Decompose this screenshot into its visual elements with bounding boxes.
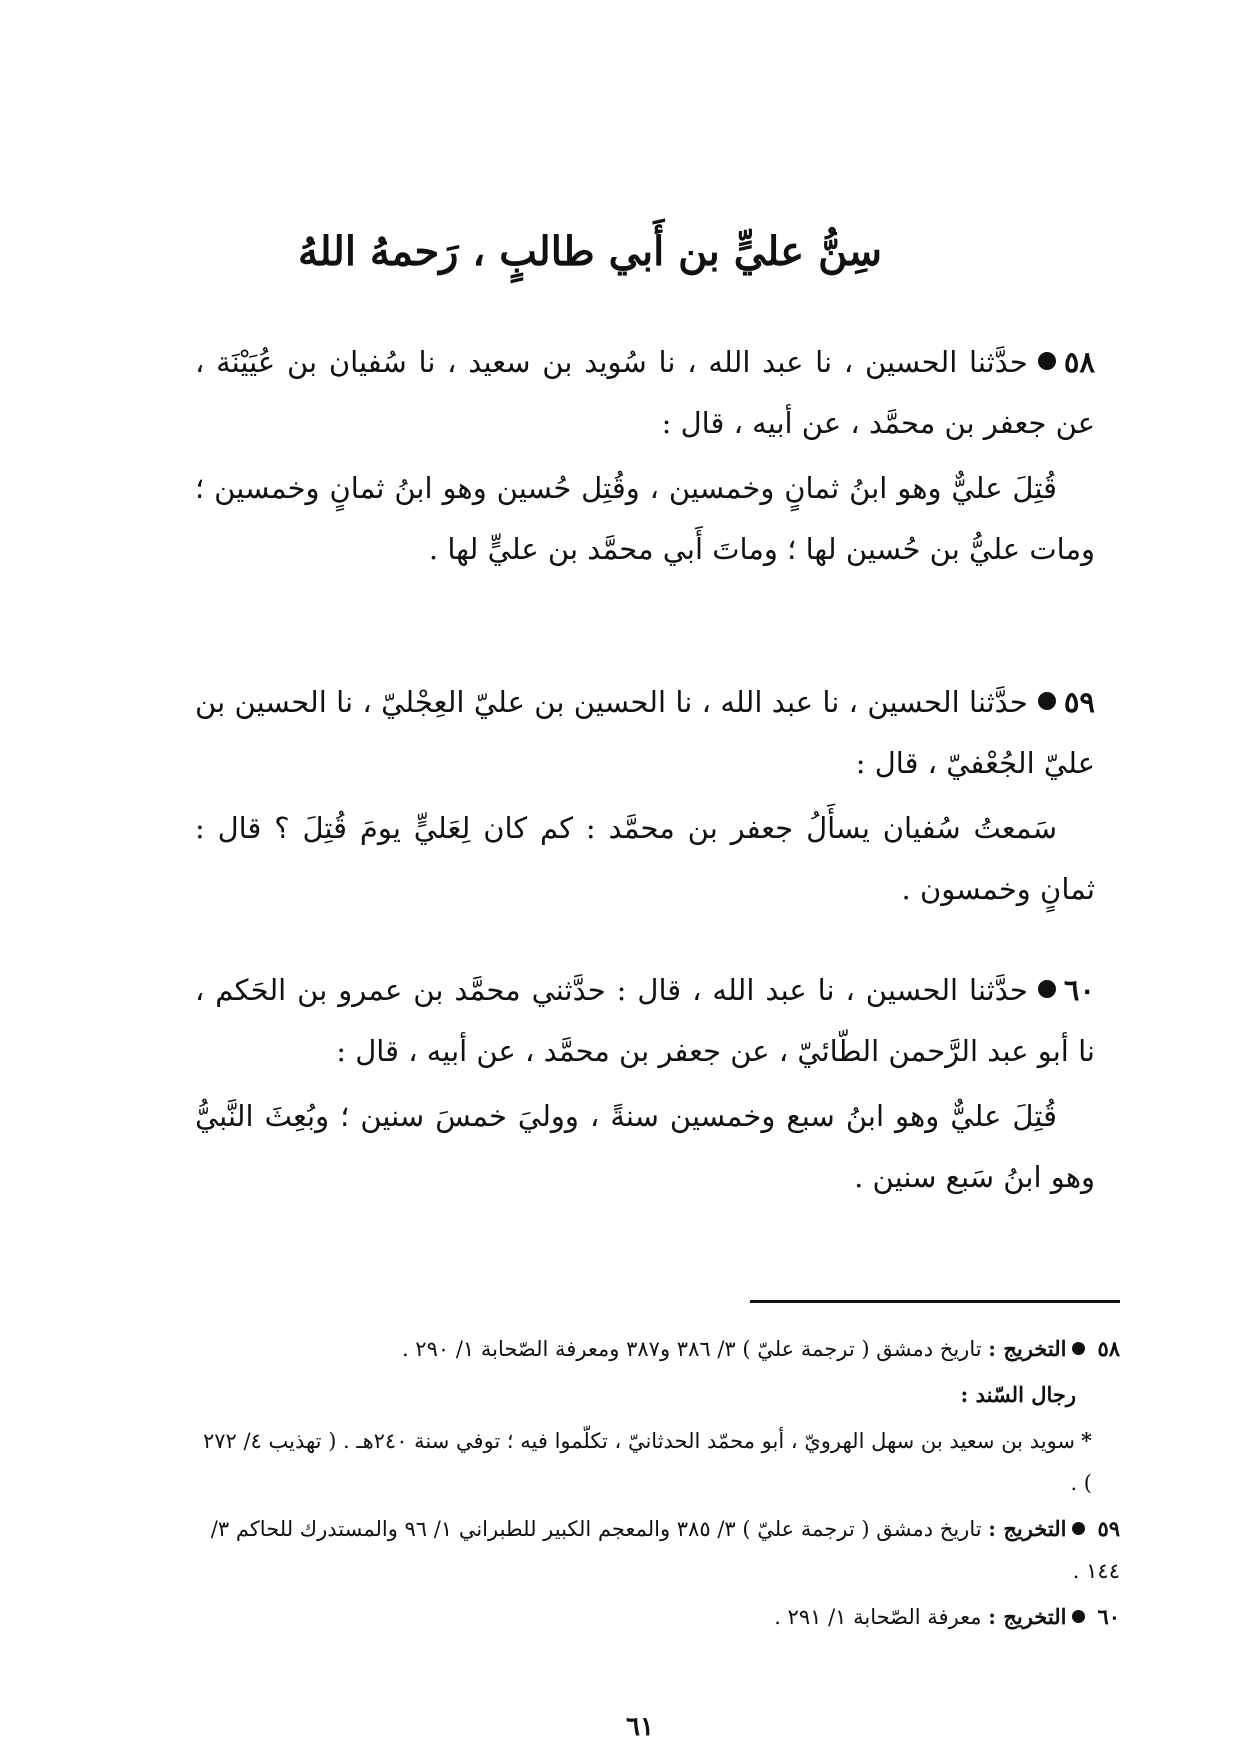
footnotes bbox=[200, 1328, 1120, 1642]
footnote-label: التخريج : bbox=[988, 1516, 1067, 1541]
hadith-number: ٥٩ bbox=[1063, 685, 1095, 719]
asterisk-icon: * bbox=[1081, 1428, 1092, 1453]
isnad-text: حدَّثنا الحسين ، نا عبد الله ، نا الحسين بن عليّ العِجْليّ ، نا الحسين بن عليّ الجُعْفيّ ، قال : bbox=[195, 685, 1095, 780]
hadith-isnad bbox=[195, 332, 1095, 454]
bullet-icon bbox=[1072, 1342, 1085, 1355]
footnote-60 bbox=[200, 1596, 1120, 1638]
bullet-icon bbox=[1038, 352, 1056, 370]
footnote-58 bbox=[200, 1328, 1120, 1370]
bullet-icon bbox=[1072, 1610, 1085, 1623]
hadith-isnad bbox=[195, 672, 1095, 794]
footnote-number: ٥٩ bbox=[1097, 1516, 1120, 1541]
hadith-matn: سَمعتُ سُفيان يسأَلُ جعفر بن محمَّد : كم كان لِعَليٍّ يومَ قُتِلَ ؟ قال : ثمانٍ وخمسون . bbox=[195, 811, 1095, 906]
hadith-isnad bbox=[195, 960, 1095, 1082]
rijal-heading: رجال السّند : bbox=[960, 1382, 1076, 1407]
footnote-label: التخريج : bbox=[988, 1604, 1067, 1629]
isnad-text: حدَّثنا الحسين ، نا عبد الله ، نا سُويد بن سعيد ، نا سُفيان بن عُيَيْنَة ، عن جعفر بن محمَّد ، عن أبيه ، قال : bbox=[195, 345, 1095, 440]
hadith-58 bbox=[195, 332, 1095, 580]
bullet-icon bbox=[1072, 1522, 1085, 1535]
isnad-text: حدَّثنا الحسين ، نا عبد الله ، قال : حدَّثني محمَّد بن عمرو بن الحَكم ، نا أبو عبد الرَّحمن الطّائيّ ، عن جعفر بن محمَّد ، عن أبيه ، قال : bbox=[195, 973, 1095, 1068]
hadith-matn: قُتِلَ عليٌّ وهو ابنُ سبع وخمسين سنةً ، ووليَ خمسَ سنين ؛ وبُعِثَ النَّبيُّ وهو ابنُ سَبع سنين . bbox=[195, 1099, 1095, 1194]
footnote-text: معرفة الصّحابة ١/ ٢٩١ . bbox=[774, 1605, 982, 1629]
footnote-59 bbox=[200, 1508, 1120, 1592]
chapter-title: سِنُّ عليٍّ بن أَبي طالبٍ ، رَحمهُ اللهُ bbox=[297, 228, 883, 275]
hadith-matn: قُتِلَ عليٌّ وهو ابنُ ثمانٍ وخمسين ، وقُتِل حُسين وهو ابنُ ثمانٍ وخمسين ؛ ومات عليُّ بن حُسين لها ؛ وماتَ أَبي محمَّد بن عليٍّ لها . bbox=[195, 471, 1095, 566]
footnote-label: التخريج : bbox=[988, 1336, 1067, 1361]
narrator-bio bbox=[200, 1420, 1120, 1504]
narrator-bio-text: سويد بن سعيد بن سهل الهرويّ ، أبو محمّد الحدثانيّ ، تكلّموا فيه ؛ توفي سنة ٢٤٠هـ . ( تهذيب ٤/ ٢٧٢ ) . bbox=[202, 1429, 1092, 1495]
hadith-59 bbox=[195, 672, 1095, 920]
hadith-number: ٦٠ bbox=[1063, 973, 1095, 1007]
footnote-text: تاريخ دمشق ( ترجمة عليّ ) ٣/ ٣٨٥ والمعجم الكبير للطبراني ١/ ٩٦ والمستدرك للحاكم ٣/ ١٤٤ . bbox=[210, 1517, 1120, 1583]
footnote-divider bbox=[750, 1300, 1120, 1303]
footnote-text: تاريخ دمشق ( ترجمة عليّ ) ٣/ ٣٨٦ و٣٨٧ ومعرفة الصّحابة ١/ ٢٩٠ . bbox=[401, 1337, 982, 1361]
bullet-icon bbox=[1038, 980, 1056, 998]
hadith-number: ٥٨ bbox=[1063, 345, 1095, 379]
bullet-icon bbox=[1038, 692, 1056, 710]
hadith-60 bbox=[195, 960, 1095, 1208]
footnote-number: ٦٠ bbox=[1097, 1604, 1120, 1629]
page-number: ٦١ bbox=[626, 1712, 654, 1742]
footnote-number: ٥٨ bbox=[1097, 1336, 1120, 1361]
